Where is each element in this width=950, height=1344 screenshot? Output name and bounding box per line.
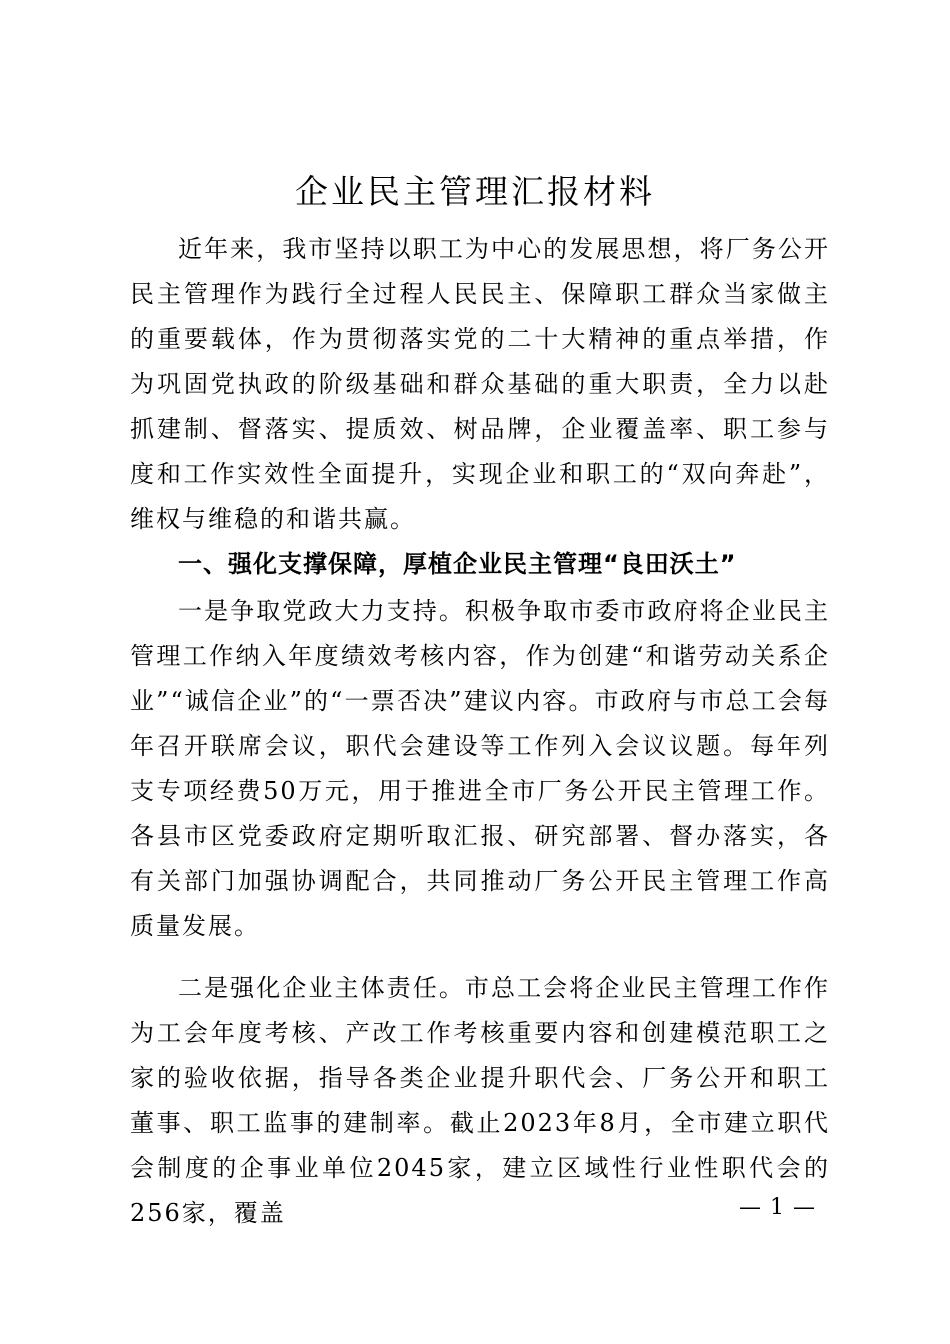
- intro-paragraph: 近年来，我市坚持以职工为中心的发展思想，将厂务公开民主管理作为践行全过程人民民主、保障职工群众当家做主的重要载体，作为贯彻落实党的二十大精神的重点举措，作为巩固党执政的阶级基础和群众基础的重大职责，全力以赴抓建制、督落实、提质效、树品牌，企业覆盖率、职工参与度和工作实效性全面提升，实现企业和职工的“双向奔赴”，维权与维稳的和谐共赢。: [130, 235, 830, 533]
- page-number: — 1 —: [739, 1195, 816, 1220]
- body-paragraph-1: 一是争取党政大力支持。积极争取市委市政府将企业民主管理工作纳入年度绩效考核内容，作为创建“和谐劳动关系企业”“诚信企业”的“一票否决”建议内容。市政府与市总工会每年召开联席会议，职代会建设等工作列入会议议题。每年列支专项经费50万元，用于推进全市厂务公开民主管理工作。各县市区党委政府定期听取汇报、研究部署、督办落实，各有关部门加强协调配合，共同推动厂务公开民主管理工作高质量发展。: [130, 597, 830, 940]
- body-paragraph-2: 二是强化企业主体责任。市总工会将企业民主管理工作作为工会年度考核、产改工作考核重要内容和创建模范职工之家的验收依据，指导各类企业提升职代会、厂务公开和职工董事、职工监事的建制率。截止2023年8月，全市建立职代会制度的企事业单位2045家，建立区域性行业性职代会的256家，覆盖: [130, 974, 830, 1227]
- page-title: 企业民主管理汇报材料: [295, 172, 655, 211]
- section-heading-1: 一、强化支撑保障，厚植企业民主管理“良田沃土”: [178, 550, 737, 578]
